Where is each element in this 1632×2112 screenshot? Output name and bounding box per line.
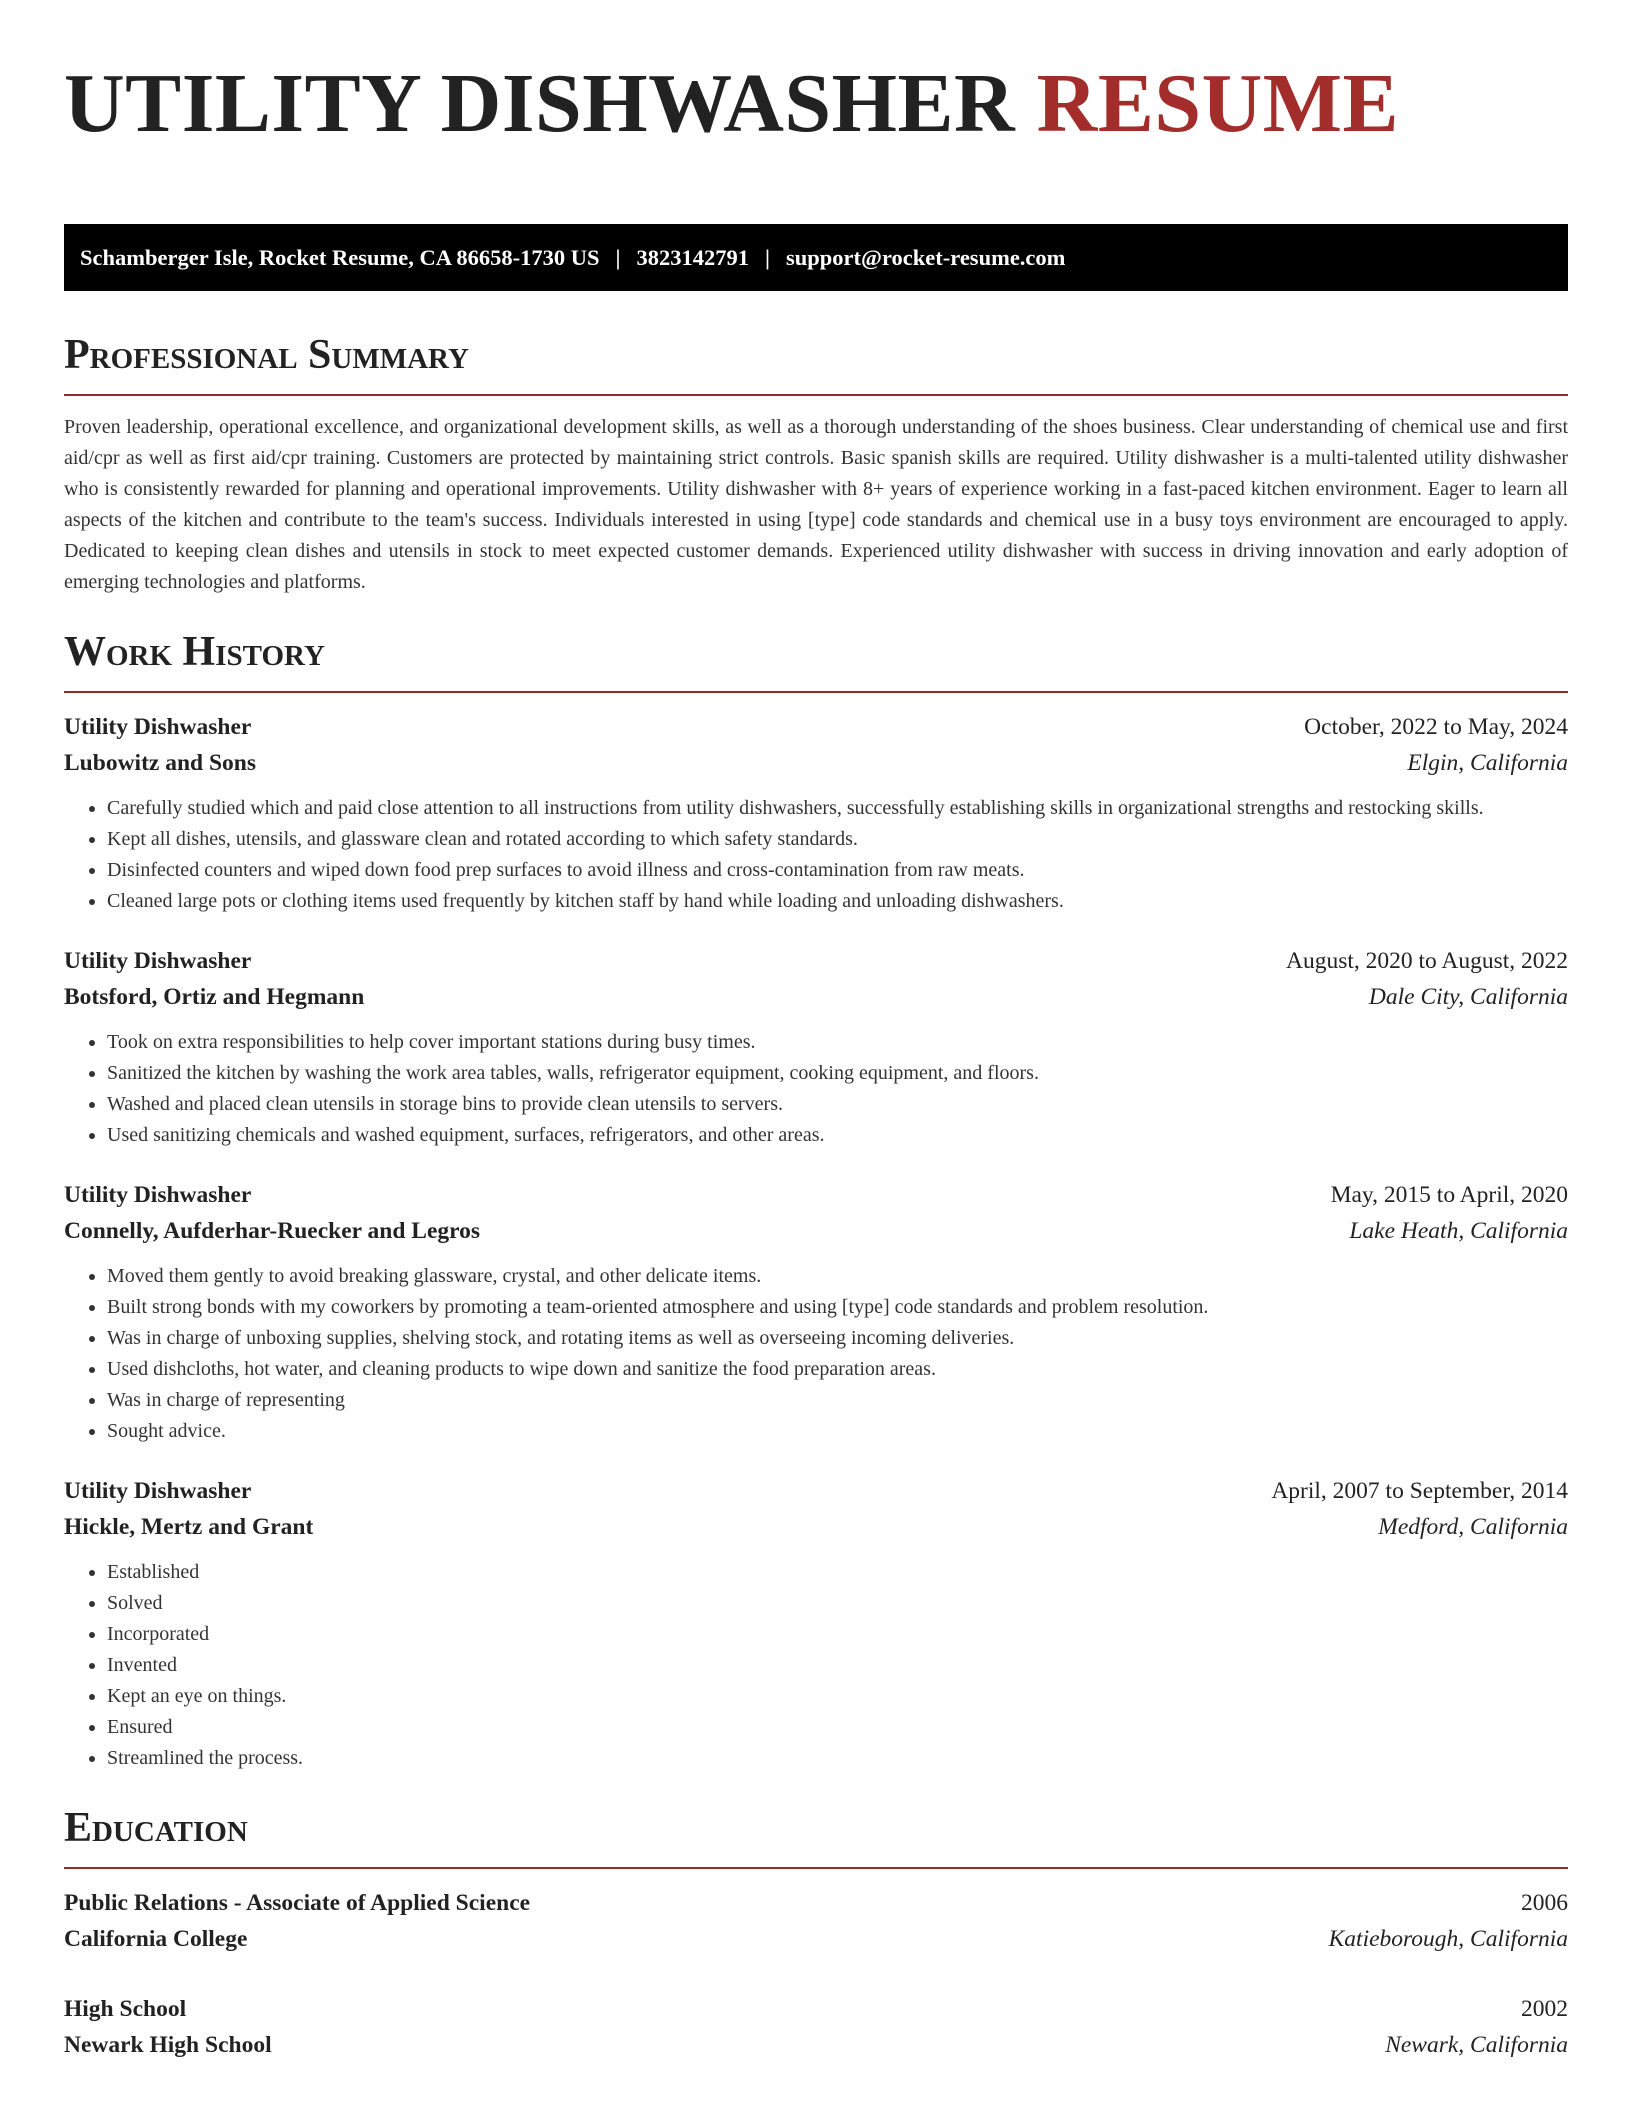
job-dates: October, 2022 to May, 2024: [1304, 714, 1568, 740]
education-year: 2006: [1521, 1890, 1568, 1916]
job-title: Utility Dishwasher: [64, 948, 252, 974]
job-title: Utility Dishwasher: [64, 714, 252, 740]
education-location: Newark, California: [1385, 2032, 1568, 2058]
education-entry: [64, 1991, 1568, 2063]
job-duty: • Kept an eye on things.: [107, 1681, 1568, 1712]
resume-title: [64, 52, 1568, 156]
job-duty: • Solved: [107, 1588, 1568, 1619]
job-company: Connelly, Aufderhar-Ruecker and Legros: [64, 1218, 481, 1244]
job-duty: • Used dishcloths, hot water, and cleaning products to wipe down and sanitize the food preparation areas.: [107, 1354, 1568, 1385]
job-company: Botsford, Ortiz and Hegmann: [64, 984, 365, 1010]
job-company: Hickle, Mertz and Grant: [64, 1514, 314, 1540]
job-duties: [64, 793, 1568, 917]
job-entry: [64, 1473, 1568, 1774]
job-dates: April, 2007 to September, 2014: [1271, 1478, 1568, 1504]
education-school: Newark High School: [64, 2032, 272, 2058]
job-duty: • Took on extra responsibilities to help cover important stations during busy times.: [107, 1027, 1568, 1058]
job-location: Dale City, California: [1368, 984, 1568, 1010]
work-history-list: [64, 709, 1568, 1774]
contact-phone: 3823142791: [636, 245, 750, 270]
job-duty: • Invented: [107, 1650, 1568, 1681]
contact-bar: [64, 224, 1568, 291]
job-title: Utility Dishwasher: [64, 1478, 252, 1504]
job-duty: • Moved them gently to avoid breaking glassware, crystal, and other delicate items.: [107, 1261, 1568, 1292]
job-duties: [64, 1261, 1568, 1447]
education-location: Katieborough, California: [1328, 1926, 1568, 1952]
job-entry: [64, 943, 1568, 1151]
job-duty: • Sanitized the kitchen by washing the work area tables, walls, refrigerator equipment, cooking equipment, and floors.: [107, 1058, 1568, 1089]
job-duty: • Was in charge of unboxing supplies, shelving stock, and rotating items as well as overseeing incoming deliveries.: [107, 1323, 1568, 1354]
job-duty: • Established: [107, 1557, 1568, 1588]
job-dates: May, 2015 to April, 2020: [1330, 1182, 1568, 1208]
education-school: California College: [64, 1926, 248, 1952]
job-entry: [64, 1177, 1568, 1447]
title-accent: RESUME: [1036, 57, 1400, 150]
job-company: Lubowitz and Sons: [64, 750, 256, 776]
education-heading: Education: [64, 1802, 1568, 1869]
job-duty: • Ensured: [107, 1712, 1568, 1743]
job-duties: [64, 1557, 1568, 1774]
education-degree: High School: [64, 1996, 187, 2022]
summary-heading: Professional Summary: [64, 329, 1568, 396]
job-location: Elgin, California: [1407, 750, 1568, 776]
job-entry: [64, 709, 1568, 917]
job-duty: • Washed and placed clean utensils in storage bins to provide clean utensils to servers.: [107, 1089, 1568, 1120]
job-duty: • Built strong bonds with my coworkers by promoting a team-oriented atmosphere and using [type] code standards and problem resolution.: [107, 1292, 1568, 1323]
contact-separator: |: [615, 245, 621, 270]
job-duty: • Streamlined the process.: [107, 1743, 1568, 1774]
education-degree: Public Relations - Associate of Applied Science: [64, 1890, 531, 1916]
job-duty: • Cleaned large pots or clothing items used frequently by kitchen staff by hand while loading and unloading dishwashers.: [107, 886, 1568, 917]
job-location: Medford, California: [1378, 1514, 1568, 1540]
job-duty: • Sought advice.: [107, 1416, 1568, 1447]
title-main: UTILITY DISHWASHER: [64, 57, 1016, 150]
job-title: Utility Dishwasher: [64, 1182, 252, 1208]
job-duties: [64, 1027, 1568, 1151]
job-duty: • Used sanitizing chemicals and washed equipment, surfaces, refrigerators, and other areas.: [107, 1120, 1568, 1151]
contact-address: Schamberger Isle, Rocket Resume, CA 86658-1730 US: [80, 245, 600, 270]
job-location: Lake Heath, California: [1349, 1218, 1568, 1244]
job-duty: • Carefully studied which and paid close attention to all instructions from utility dishwashers, successfully establishing skills in organizational strengths and restocking skills.: [107, 793, 1568, 824]
education-list: [64, 1885, 1568, 2063]
job-duty: • Incorporated: [107, 1619, 1568, 1650]
job-dates: August, 2020 to August, 2022: [1285, 948, 1568, 974]
contact-separator: |: [765, 245, 770, 270]
contact-email: support@rocket-resume.com: [785, 245, 1066, 270]
work-history-heading: Work History: [64, 626, 1568, 693]
summary-text: Proven leadership, operational excellence, and organizational development skills, as well as a thorough understanding of the shoes business. Clear understanding of chemical use and first aid/cpr as well as first aid/cpr training. Customers are protected by maintaining strict controls. Basic spanish skills are required. Utility dishwasher is a multi-talented utility dishwasher who is consistently rewarded for planning and operational improvements. Utility dishwasher with 8+ years of experience working in a fast-paced kitchen environment. Eager to learn all aspects of the kitchen and contribute to the team's success. Individuals interested in using [type] code standards and chemical use in a busy toys environment are encouraged to apply. Dedicated to keeping clean dishes and utensils in stock to meet expected customer demands. Experienced utility dishwasher with success in driving innovation and early adoption of emerging technologies and platforms.: [64, 416, 1568, 593]
education-year: 2002: [1521, 1996, 1568, 2022]
job-duty: • Disinfected counters and wiped down food prep surfaces to avoid illness and cross-contamination from raw meats.: [107, 855, 1568, 886]
education-entry: [64, 1885, 1568, 1957]
job-duty: • Was in charge of representing: [107, 1385, 1568, 1416]
job-duty: • Kept all dishes, utensils, and glassware clean and rotated according to which safety standards.: [107, 824, 1568, 855]
